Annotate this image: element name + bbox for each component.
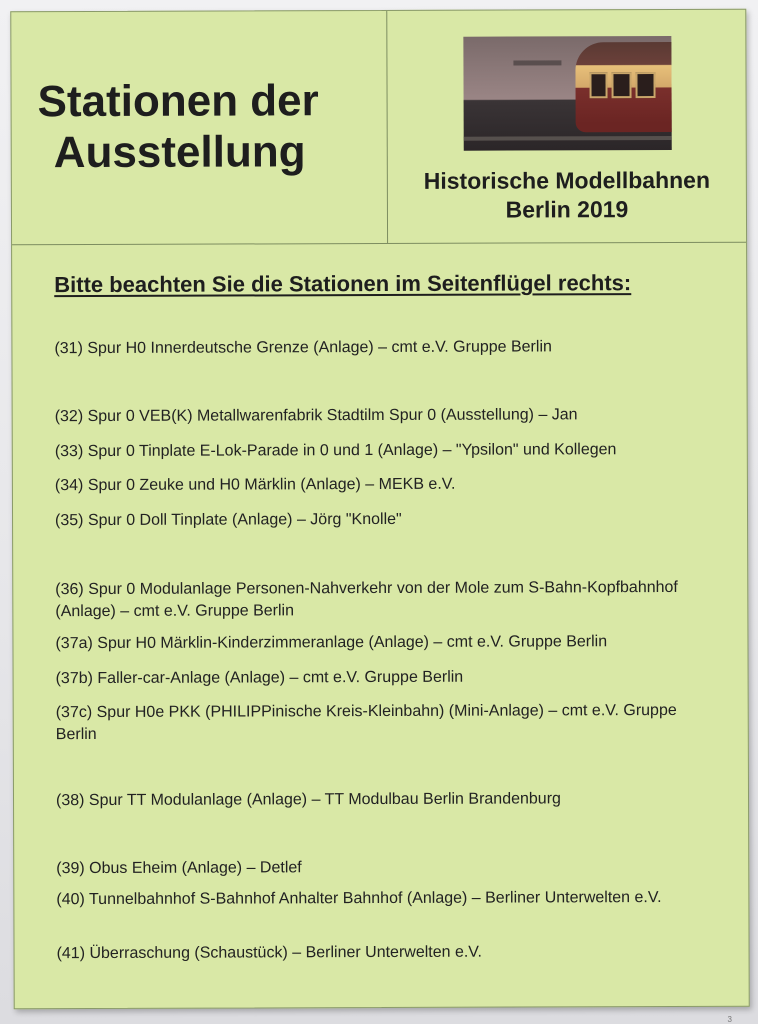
- station-entry-37c: (37c) Spur H0e PKK (PHILIPPinische Kreis-Kleinbahn) (Mini-Anlage) – cmt e.V. Gruppe Berlin: [55, 701, 677, 743]
- station-entry-34: (34) Spur 0 Zeuke und H0 Märklin (Anlage) – MEKB e.V.: [54, 475, 456, 495]
- poster-subtitle: [388, 166, 746, 225]
- subtitle-line-2: Berlin 2019: [505, 195, 629, 223]
- station-sign: [513, 60, 561, 65]
- train-window: [589, 72, 607, 98]
- train-window: [635, 72, 655, 98]
- station-entry-31: (31) Spur H0 Innerdeutsche Grenze (Anlage) – cmt e.V. Gruppe Berlin: [54, 338, 552, 358]
- page-number: 3: [727, 1015, 732, 1024]
- poster-title: [37, 75, 377, 179]
- train-car: [575, 42, 671, 132]
- stations-heading: Bitte beachten Sie die Stationen im Seitenflügel rechts:: [54, 270, 632, 298]
- exhibition-poster: [10, 9, 749, 1010]
- title-line-2: Ausstellung: [53, 127, 306, 178]
- train-window: [611, 72, 631, 98]
- station-entry-33: (33) Spur 0 Tinplate E-Lok-Parade in 0 und 1 (Anlage) – "Ypsilon" und Kollegen: [54, 441, 617, 461]
- station-entry-36: (36) Spur 0 Modulanlage Personen-Nahverkehr von der Mole zum S-Bahn-Kopfbahnhof (Anlage) – cmt e.V. Gruppe Berlin: [55, 578, 678, 620]
- station-entry-35: (35) Spur 0 Doll Tinplate (Anlage) – Jörg "Knolle": [55, 510, 402, 530]
- station-entry-38: (38) Spur TT Modulanlage (Anlage) – TT Modulbau Berlin Brandenburg: [55, 790, 561, 810]
- rail-track: [464, 136, 672, 141]
- subtitle-line-1: Historische Modellbahnen: [423, 166, 711, 194]
- model-train-photo: [463, 36, 671, 151]
- station-entry-39: (39) Obus Eheim (Anlage) – Detlef: [56, 859, 302, 878]
- station-entry-37b: (37b) Faller-car-Anlage (Anlage) – cmt e.V. Gruppe Berlin: [55, 668, 464, 688]
- title-line-1: Stationen der: [37, 76, 319, 127]
- station-entry-37a: (37a) Spur H0 Märklin-Kinderzimmeranlage (Anlage) – cmt e.V. Gruppe Berlin: [55, 633, 608, 653]
- station-entry-32: (32) Spur 0 VEB(K) Metallwarenfabrik Stadtilm Spur 0 (Ausstellung) – Jan: [54, 406, 578, 426]
- station-entry-41: (41) Überraschung (Schaustück) – Berliner Unterwelten e.V.: [56, 943, 482, 963]
- poster-header: [11, 10, 746, 246]
- station-entry-40: (40) Tunnelbahnhof S-Bahnhof Anhalter Bahnhof (Anlage) – Berliner Unterwelten e.V.: [56, 889, 662, 909]
